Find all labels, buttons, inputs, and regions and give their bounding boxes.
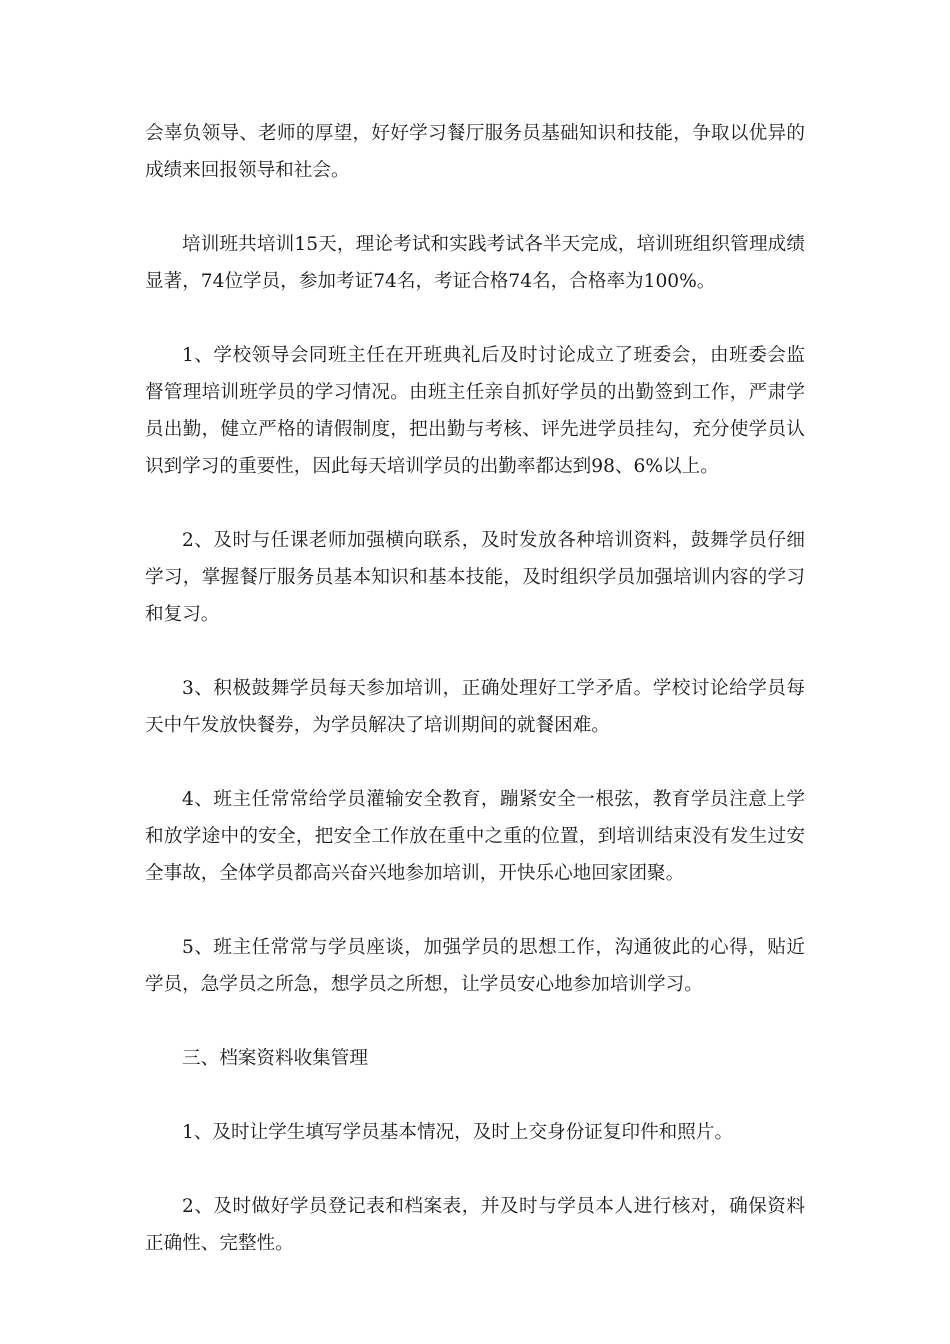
paragraph-item-3-meals: 3、积极鼓舞学员每天参加培训，正确处理好工学矛盾。学校讨论给学员每天中午发放快餐券，为学员解决了培训期间的就餐困难。 [145, 678, 805, 736]
paragraph-training-summary: 培训班共培训15天，理论考试和实践考试各半天完成，培训班组织管理成绩显著，74位学员，参加考证74名，考证合格74名，合格率为100%。 [145, 234, 805, 292]
paragraph-continuation: 会辜负领导、老师的厚望，好好学习餐厅服务员基础知识和技能，争取以优异的成绩来回报领导和社会。 [145, 123, 805, 181]
paragraph-item-4-safety: 4、班主任常常给学员灌输安全教育，蹦紧安全一根弦，教育学员注意上学和放学途中的安全，把安全工作放在重中之重的位置，到培训结束没有发生过安全事故，全体学员都高兴奋兴地参加培训，开快乐心地回家团聚。 [145, 789, 805, 884]
section-heading-archives: 三、档案资料收集管理 [182, 1048, 368, 1069]
paragraph-archives-item-1: 1、及时让学生填写学员基本情况，及时上交身份证复印件和照片。 [182, 1122, 734, 1143]
paragraph-item-1-attendance: 1、学校领导会同班主任在开班典礼后及时讨论成立了班委会，由班委会监督管理培训班学员的学习情况。由班主任亲自抓好学员的出勤签到工作，严肃学员出勤，健立严格的请假制度，把出勤与考核、评先进学员挂勾，充分使学员认识到学习的重要性，因此每天培训学员的出勤率都达到98、6%以上。 [145, 345, 805, 477]
paragraph-archives-item-2: 2、及时做好学员登记表和档案表，并及时与学员本人进行核对，确保资料正确性、完整性。 [145, 1196, 805, 1254]
paragraph-item-5-communication: 5、班主任常常与学员座谈，加强学员的思想工作，沟通彼此的心得，贴近学员，急学员之所急，想学员之所想，让学员安心地参加培训学习。 [145, 937, 805, 995]
paragraph-item-2-teachers: 2、及时与任课老师加强横向联系，及时发放各种培训资料，鼓舞学员仔细学习，掌握餐厅服务员基本知识和基本技能，及时组织学员加强培训内容的学习和复习。 [145, 530, 805, 625]
